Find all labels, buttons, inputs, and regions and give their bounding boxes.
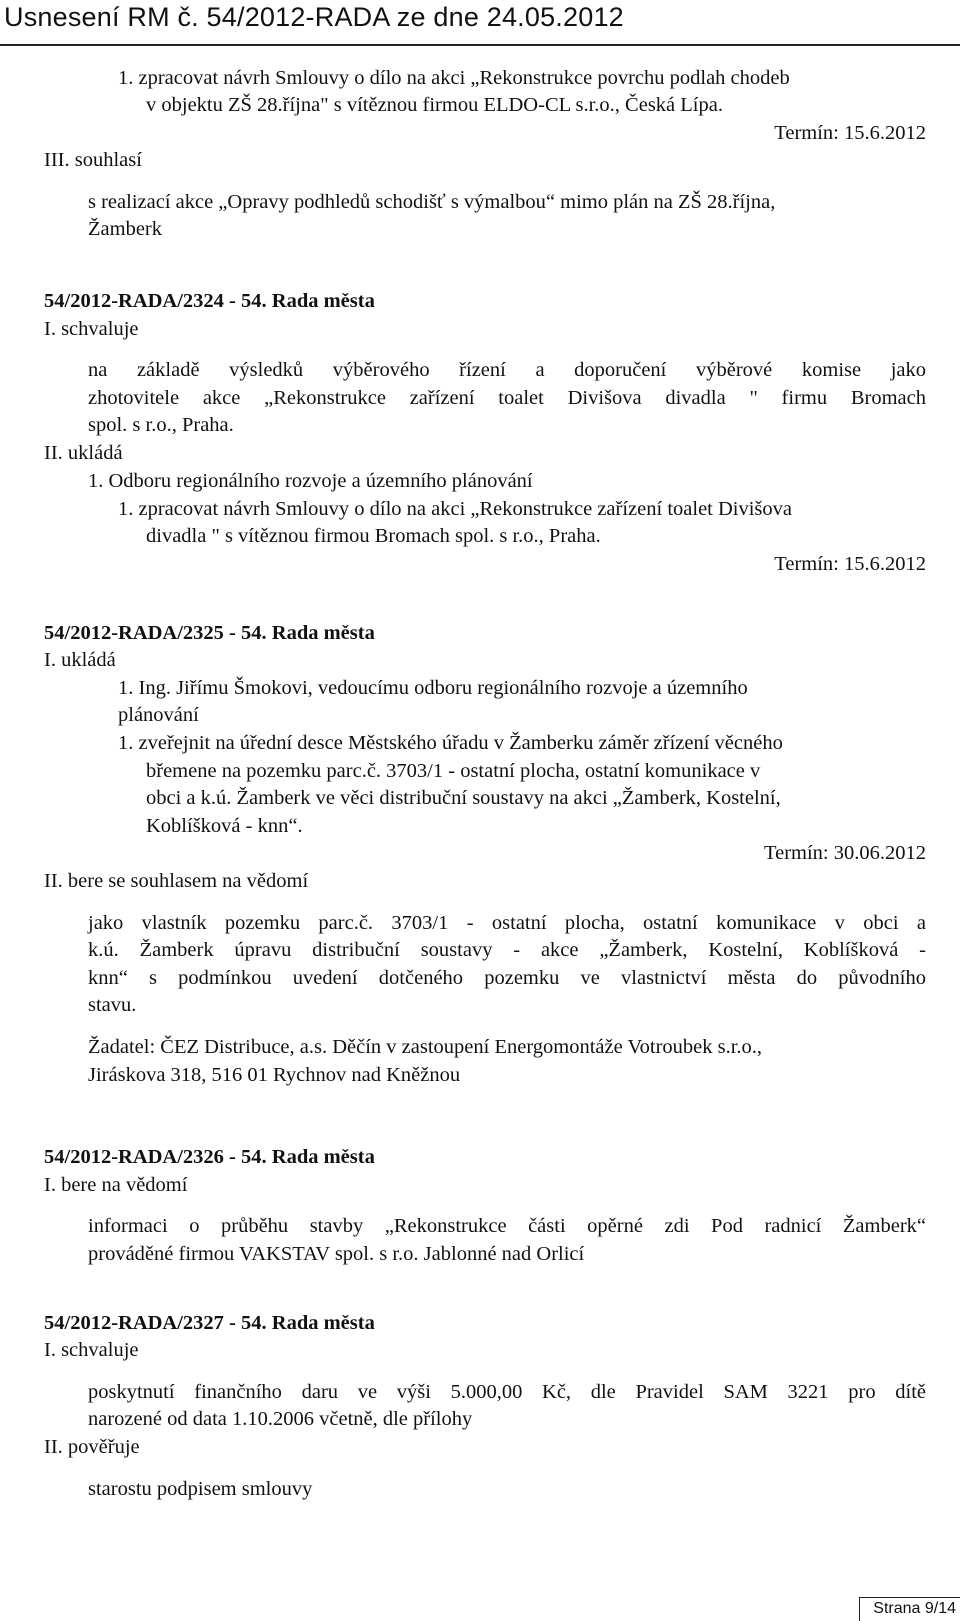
page-number: Strana 9/14 — [873, 1600, 956, 1617]
item-line: divadla " s vítěznou firmou Bromach spol. s r.o., Praha. — [146, 525, 601, 547]
item-line: 1. zveřejnit na úřední desce Městského úřadu v Žamberku záměr zřízení věcného — [118, 732, 783, 754]
item-line: Koblíšková - knn“. — [146, 815, 303, 837]
section-label: I. ukládá — [44, 649, 116, 671]
paragraph-line: narozené od data 1.10.2006 včetně, dle přílohy — [88, 1408, 473, 1430]
document-title: Usnesení RM č. 54/2012-RADA ze dne 24.05.2012 — [4, 2, 624, 32]
section-label: II. pověřuje — [44, 1436, 140, 1458]
section-label: II. bere se souhlasem na vědomí — [44, 870, 309, 892]
paragraph-line: s realizací akce „Opravy podhledů schodišť s výmalbou“ mimo plán na ZŠ 28.října, — [88, 191, 776, 213]
section-label: III. souhlasí — [44, 149, 142, 171]
section-label: II. ukládá — [44, 442, 123, 464]
paragraph-line: starostu podpisem smlouvy — [88, 1478, 313, 1500]
sub-item: 1. Ing. Jiřímu Šmokovi, vedoucímu odboru regionálního rozvoje a územního — [118, 677, 748, 699]
item-line: 1. zpracovat návrh Smlouvy o dílo na akci „Rekonstrukce povrchu podlah chodeb — [118, 67, 790, 89]
paragraph-line: spol. s r.o., Praha. — [88, 414, 234, 436]
paragraph-line: Žamberk — [88, 218, 162, 240]
deadline: Termín: 15.6.2012 — [774, 122, 926, 144]
paragraph-line: knn“ s podmínkou uvedení dotčeného pozemku ve vlastnictví města do původního — [88, 967, 926, 989]
paragraph-line: jako vlastník pozemku parc.č. 3703/1 - ostatní plocha, ostatní komunikace v obci a — [88, 912, 926, 934]
paragraph-line: prováděné firmou VAKSTAV spol. s r.o. Jablonné nad Orlicí — [88, 1243, 585, 1265]
section-label: I. schvaluje — [44, 318, 139, 340]
paragraph-line: na základě výsledků výběrového řízení a doporučení výběrové komise jako — [88, 359, 926, 381]
resolution-heading: 54/2012-RADA/2327 - 54. Rada města — [44, 1312, 375, 1334]
section-label: I. schvaluje — [44, 1339, 139, 1361]
item-line: břemene na pozemku parc.č. 3703/1 - ostatní plocha, ostatní komunikace v — [146, 760, 761, 782]
paragraph-line: zhotovitele akce „Rekonstrukce zařízení toalet Divišova divadla " firmu Bromach — [88, 387, 926, 409]
paragraph-line: Jiráskova 318, 516 01 Rychnov nad Kněžnou — [88, 1064, 461, 1086]
resolution-heading: 54/2012-RADA/2324 - 54. Rada města — [44, 290, 375, 312]
paragraph-line: k.ú. Žamberk úpravu distribuční soustavy - akce „Žamberk, Kostelní, Koblíšková - — [88, 939, 926, 961]
paragraph-line: poskytnutí finančního daru ve výši 5.000,00 Kč, dle Pravidel SAM 3221 pro dítě — [88, 1381, 926, 1403]
page-footer — [859, 1597, 960, 1621]
item-line: obci a k.ú. Žamberk ve věci distribuční soustavy na akci „Žamberk, Kostelní, — [146, 787, 781, 809]
sub-item: plánování — [118, 704, 199, 726]
paragraph-line: informaci o průběhu stavby „Rekonstrukce části opěrné zdi Pod radnicí Žamberk“ — [88, 1215, 926, 1237]
deadline: Termín: 30.06.2012 — [764, 842, 926, 864]
resolution-heading: 54/2012-RADA/2326 - 54. Rada města — [44, 1146, 375, 1168]
item-line: 1. zpracovat návrh Smlouvy o dílo na akci „Rekonstrukce zařízení toalet Divišova — [118, 498, 793, 520]
deadline: Termín: 15.6.2012 — [774, 553, 926, 575]
paragraph-line: stavu. — [88, 994, 137, 1016]
section-label: I. bere na vědomí — [44, 1174, 188, 1196]
item-line: v objektu ZŠ 28.října" s vítěznou firmou ELDO-CL s.r.o., Česká Lípa. — [146, 94, 723, 116]
sub-item: 1. Odboru regionálního rozvoje a územního plánování — [88, 470, 533, 492]
resolution-heading: 54/2012-RADA/2325 - 54. Rada města — [44, 622, 375, 644]
paragraph-line: Žadatel: ČEZ Distribuce, a.s. Děčín v zastoupení Energomontáže Votroubek s.r.o., — [88, 1036, 763, 1058]
